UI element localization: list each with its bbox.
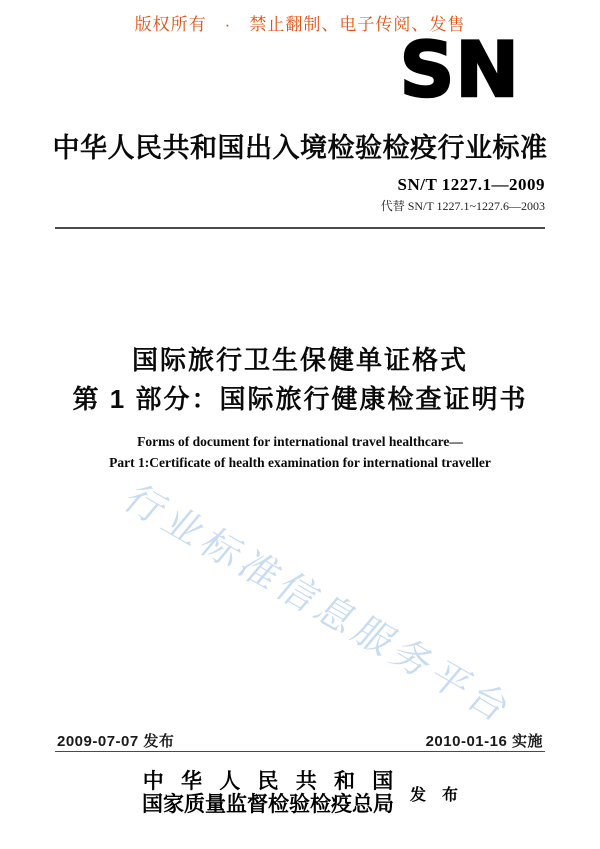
implement-date: 2010-01-16 实施 <box>425 733 543 750</box>
title-cn-line2: 第 1 部分：国际旅行健康检查证明书 <box>72 384 528 414</box>
title-english <box>0 431 600 473</box>
diagonal-watermark: 行业标准信息服务平台 <box>114 479 524 732</box>
title-cn-line1: 国际旅行卫生保健单证格式 <box>131 345 468 375</box>
footer-rule <box>55 751 545 752</box>
title-en-line1: Forms of document for international travel healthcare— <box>137 434 463 449</box>
publisher-name <box>141 769 400 816</box>
title-en-line2: Part 1:Certificate of health examination for international traveller <box>109 455 491 470</box>
copyright-notice: 版权所有 · 禁止翻制、电子传阅、发售 <box>134 15 466 34</box>
replaced-standards-note: 代替 SN/T 1227.1~1227.6—2003 <box>380 199 545 213</box>
issue-date: 2009-07-07 发布 <box>57 733 175 750</box>
standard-number: SN/T 1227.1—2009 <box>397 175 545 194</box>
standard-class-title: 中华人民共和国出入境检验检疫行业标准 <box>52 133 548 163</box>
publisher-country-line: 中 华 人 民 共 和 国 <box>142 769 400 793</box>
dates-row <box>57 730 543 751</box>
publisher-agency-line: 国家质量监督检验检疫总局 <box>141 792 394 816</box>
standard-number-block <box>381 175 545 214</box>
sn-logo: SN <box>399 25 520 114</box>
title-chinese <box>0 341 600 419</box>
publisher-issue-label: 发 布 <box>409 786 464 804</box>
header-rule <box>55 227 545 229</box>
publisher-block <box>0 770 600 816</box>
